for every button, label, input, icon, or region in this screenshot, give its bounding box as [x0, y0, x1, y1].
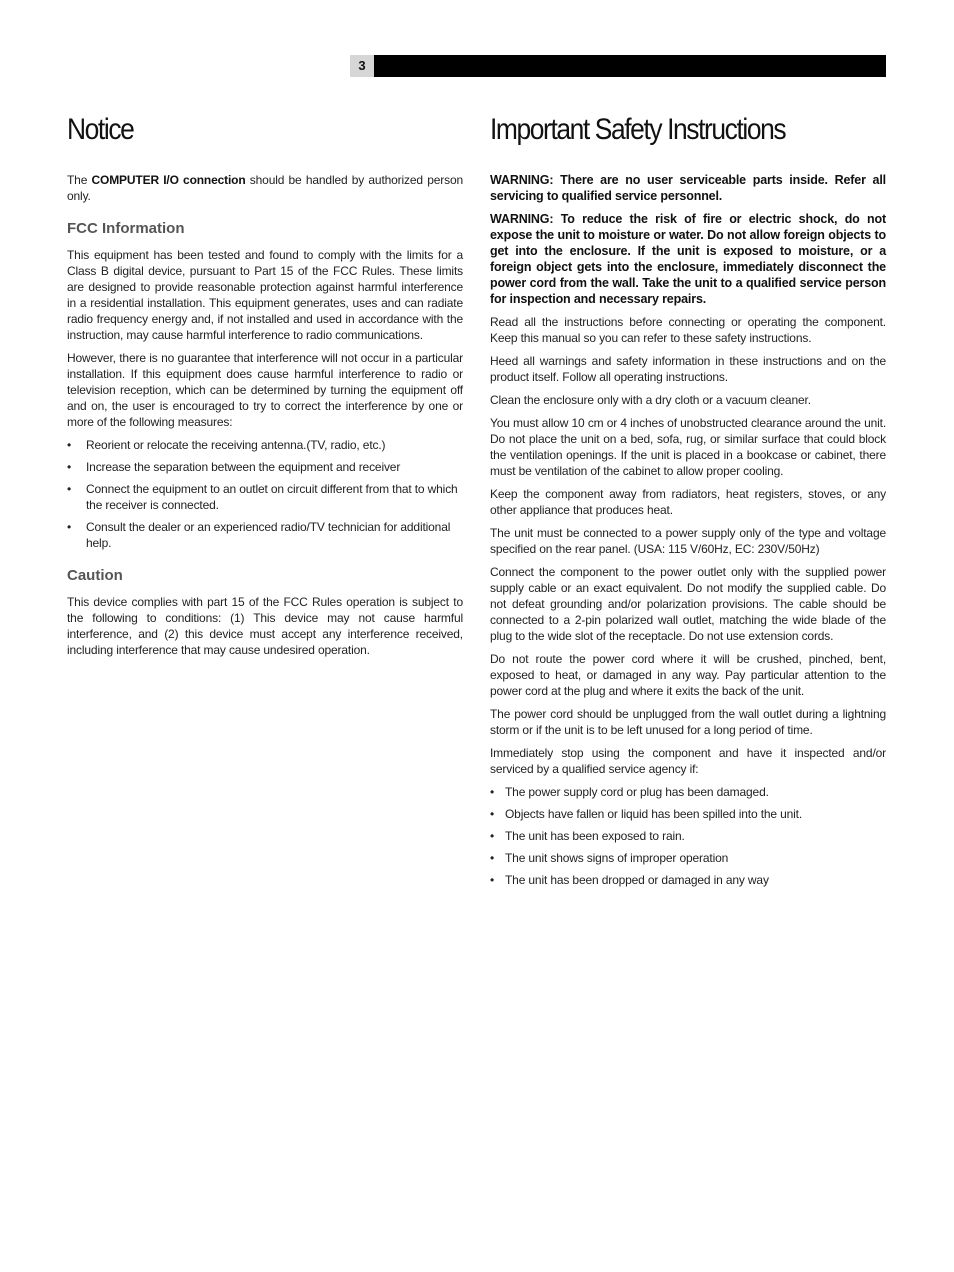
safety-paragraph: Clean the enclosure only with a dry cloth or a vacuum cleaner. [490, 393, 811, 407]
safety-paragraph: You must allow 10 cm or 4 inches of unobstructed clearance around the unit. Do not place the unit on a bed, sofa, rug, or similar surface that could block the ventilation openings. If the unit is placed in a bookcase or cabinet, there must be ventilation of the cabinet to allow proper cooling. [490, 416, 886, 478]
page-number: 3 [350, 55, 374, 77]
fcc-heading: FCC Information [67, 220, 185, 237]
notice-intro-prefix: The [67, 173, 92, 187]
list-item: • Consult the dealer or an experienced radio/TV technician for additional help. [67, 519, 463, 551]
list-item: • The unit shows signs of improper operation [490, 850, 886, 866]
fcc-measures-list [67, 437, 463, 551]
list-item: • Objects have fallen or liquid has been spilled into the unit. [490, 806, 886, 822]
fcc-paragraph-2: However, there is no guarantee that interference will not occur in a particular installation. If this equipment does cause harmful interference to radio or television reception, which can be determined by turning the equipment off and on, the user is encouraged to try to correct the interference by one or more of the following measures: [67, 351, 463, 429]
caution-paragraph: This device complies with part 15 of the FCC Rules operation is subject to the following to conditions: (1) This device may not cause harmful interference, and (2) this device must accept any interference received, including interference that may cause undesired operation. [67, 595, 463, 657]
notice-intro-suffix: should be handled by authorized person only. [67, 173, 463, 203]
safety-paragraph: Heed all warnings and safety information in these instructions and on the product itself. Follow all operating instructions. [490, 354, 886, 384]
safety-paragraph: Read all the instructions before connecting or operating the component. Keep this manual so you can refer to these safety instructions. [490, 315, 886, 345]
safety-paragraph: The unit must be connected to a power supply only of the type and voltage specified on the rear panel. (USA: 115 V/60Hz, EC: 230V/50Hz) [490, 526, 886, 556]
inspection-conditions-list [490, 784, 886, 888]
safety-column [490, 110, 886, 894]
warning-2: WARNING: To reduce the risk of fire or electric shock, do not expose the unit to moisture or water. Do not allow foreign objects to get into the enclosure. If the unit is exposed to moisture, or a foreign object gets into the enclosure, immediately disconnect the power cord from the wall. Take the unit to a qualified service person for inspection and necessary repairs. [490, 212, 886, 306]
notice-intro-bold: COMPUTER I/O connection [91, 173, 246, 187]
notice-column [67, 110, 463, 665]
page-header [350, 55, 886, 77]
list-item: • Reorient or relocate the receiving antenna.(TV, radio, etc.) [67, 437, 463, 453]
safety-paragraph: Do not route the power cord where it will be crushed, pinched, bent, exposed to heat, or damaged in any way. Pay particular attention to the power cord at the plug and where it exits the back of the unit. [490, 652, 886, 698]
safety-title: Important Safety Instructions [490, 113, 786, 146]
safety-paragraph: Immediately stop using the component and have it inspected and/or serviced by a qualified service agency if: [490, 746, 886, 776]
fcc-paragraph-1: This equipment has been tested and found to comply with the limits for a Class B digital device, pursuant to Part 15 of the FCC Rules. These limits are designed to provide reasonable protection against harmful interference in a residential installation. This equipment generates, uses and can radiate radio frequency energy and, if not installed and used in accordance with the instruction, may cause harmful interference to radio communications. [67, 248, 463, 342]
list-item: • The unit has been dropped or damaged in any way [490, 872, 886, 888]
list-item: • The power supply cord or plug has been damaged. [490, 784, 886, 800]
notice-intro [67, 172, 463, 204]
notice-title: Notice [67, 113, 134, 146]
header-bar [374, 55, 886, 77]
safety-paragraph: Connect the component to the power outlet only with the supplied power supply cable or an exact equivalent. Do not modify the supplied cable. Do not defeat grounding and/or polarization provisions. The cable should be connected to a 2-pin polarized wall outlet, matching the wide blade of the plug to the wide slot of the receptacle. Do not use extension cords. [490, 565, 886, 643]
caution-heading: Caution [67, 567, 123, 584]
safety-paragraph: Keep the component away from radiators, heat registers, stoves, or any other appliance that produces heat. [490, 487, 886, 517]
list-item: • Increase the separation between the equipment and receiver [67, 459, 463, 475]
warning-1: WARNING: There are no user serviceable parts inside. Refer all servicing to qualified service personnel. [490, 173, 886, 203]
list-item: • The unit has been exposed to rain. [490, 828, 886, 844]
safety-paragraph: The power cord should be unplugged from the wall outlet during a lightning storm or if the unit is to be left unused for a long period of time. [490, 707, 886, 737]
list-item: • Connect the equipment to an outlet on circuit different from that to which the receiver is connected. [67, 481, 463, 513]
